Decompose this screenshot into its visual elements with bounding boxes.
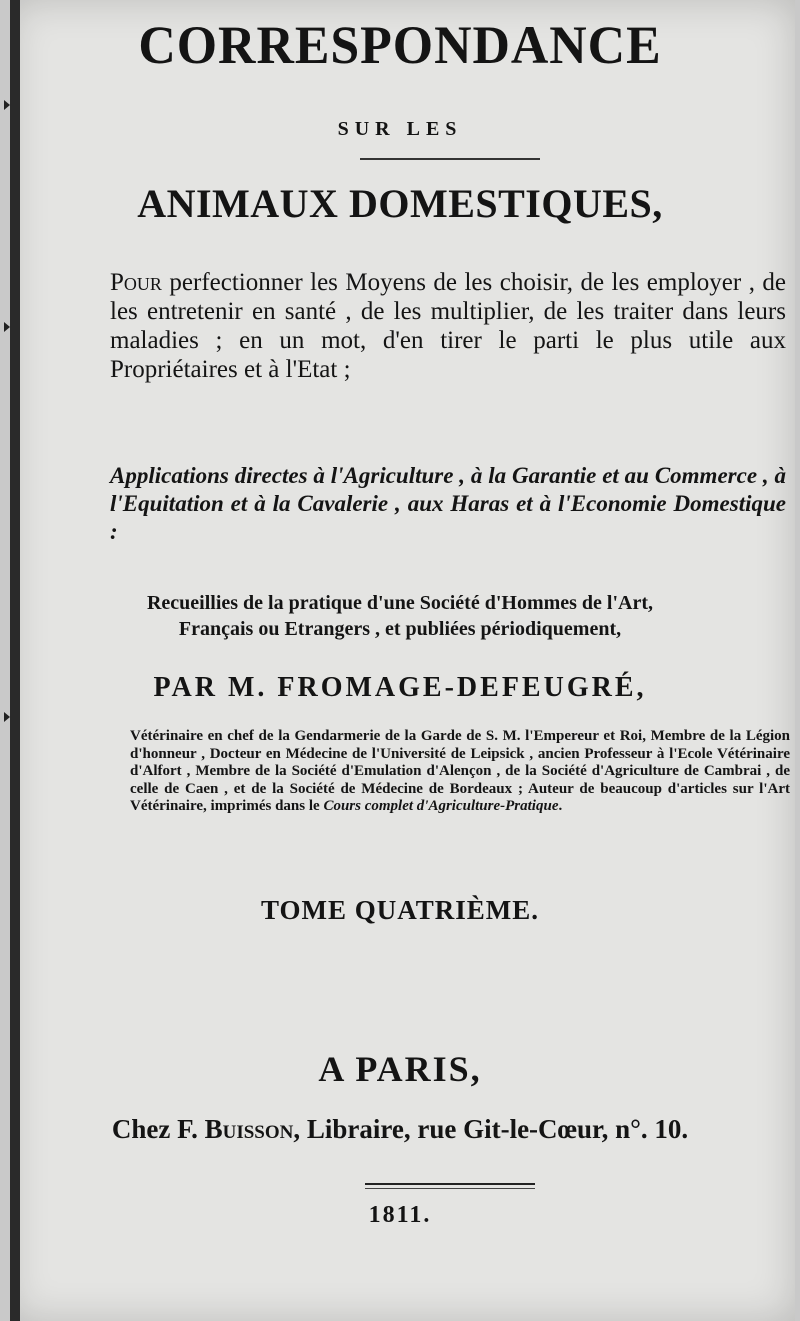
imprint-rule [365, 1183, 535, 1185]
publisher-name: Buisson [204, 1114, 294, 1144]
purpose-paragraph [110, 268, 786, 384]
credentials-text: Vétérinaire en chef de la Gendarmerie de la Garde de S. M. l'Empereur et Roi, Membre de la Légion d'honneur , Docteur en Médecine de l'Université de Leipsick , ancien Professeur à l'Ecole Vétérinaire d'Alfort , Membre de la Société d'Emulation d'Alençon , de la Société d'Agriculture de Cambrai , de celle de Caen , et de la Société de Médecine de Bordeaux ; Auteur de beaucoup d'articles sur l'Art Vétérinaire, imprimés dans le [130, 728, 790, 814]
margin-mark [4, 100, 10, 110]
subject-title: ANIMAUX DOMESTIQUES, [137, 181, 663, 226]
publication-year: 1811. [368, 1202, 432, 1228]
applications-paragraph: Applications directes à l'Agriculture , à la Garantie et au Commerce , à l'Equitation et à la Cavalerie , aux Haras et à l'Economie Domestique : [110, 463, 786, 544]
author-credentials [130, 728, 790, 816]
purpose-lead-word: Pour [110, 269, 162, 296]
purpose-text: perfectionner les Moyens de les choisir, de les employer , de les entretenir en santé , de les multiplier, de les traiter dans leurs maladies ; en un mot, d'en tirer le parti le plus utile aux Propriétaires et à l'Etat ; [110, 269, 787, 383]
author-byline: PAR M. FROMAGE-DEFEUGRÉ, [153, 672, 647, 703]
collected-line-2: Français ou Etrangers , et publiées périodiquement, [178, 618, 622, 640]
volume-label: TOME QUATRIÈME. [260, 895, 540, 925]
credentials-work-title: Cours complet d'Agriculture-Pratique [323, 798, 559, 814]
main-title: CORRESPONDANCE [138, 15, 662, 75]
imprint-city: A PARIS, [318, 1049, 482, 1089]
margin-mark [4, 712, 10, 722]
imprint-publisher [0, 1114, 800, 1145]
subtitle-sur-les: SUR LES [337, 118, 463, 140]
collected-line-1: Recueillies de la pratique d'une Société d'Hommes de l'Art, [146, 592, 654, 614]
publisher-chez: Chez F. [111, 1114, 198, 1144]
margin-mark [4, 322, 10, 332]
imprint-rule-thin [365, 1188, 535, 1189]
credentials-end: . [558, 798, 563, 814]
publisher-address: , Libraire, rue Git-le-Cœur, n°. 10. [293, 1114, 689, 1144]
divider-rule [360, 158, 540, 160]
